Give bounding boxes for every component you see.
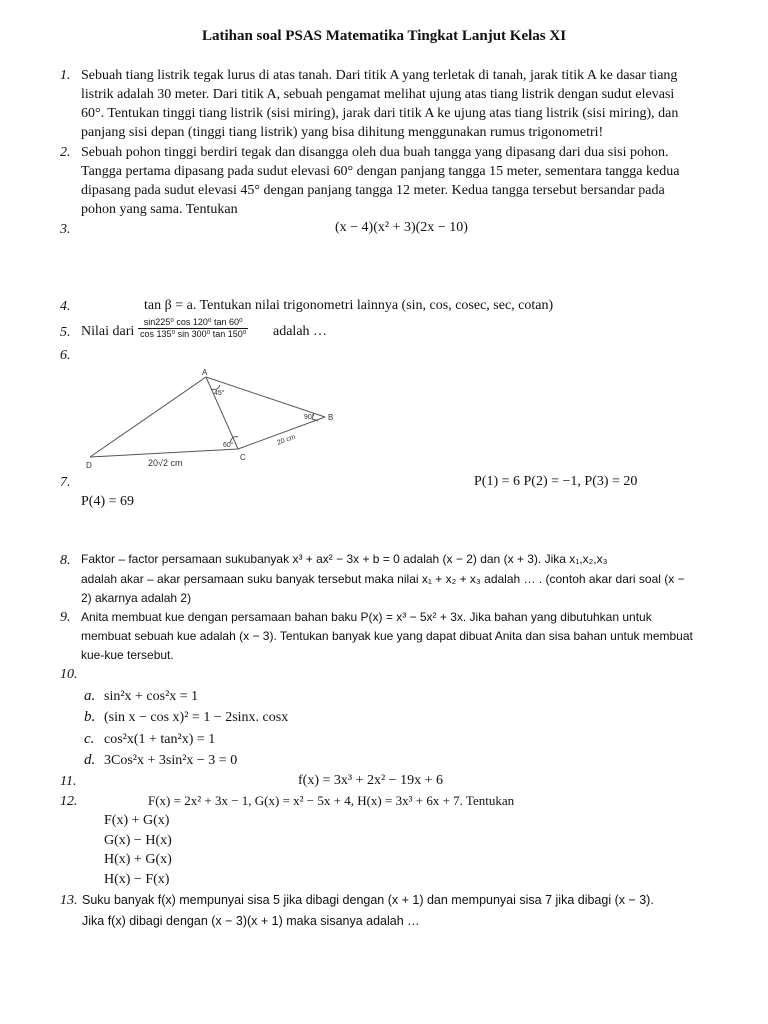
q2-line-3: dipasang pada sudut elevasi 45° dengan panjang tangga 12 meter. Kedua tangga tersebut bersandar pada: [81, 183, 665, 198]
q6-triangle-figure: [80, 365, 350, 475]
q1-line-2: listrik adalah 30 meter. Dari titik A, sebuah pengamat melihat ujung atas tiang listrik dengan sudut elevasi: [81, 87, 675, 102]
q10-item-d: 3Cos²x + 3sin²x − 3 = 0: [104, 753, 238, 768]
angle-label-b: 90°: [304, 414, 315, 421]
q8-line-2: adalah akar – akar persamaan suku banyak tersebut maka nilai x₁ + x₂ + x₃ adalah … . (contoh akar dari soal (x −: [81, 572, 685, 586]
q12-number: 12.: [60, 794, 78, 809]
q12-item-4: H(x) − F(x): [104, 872, 170, 887]
label-c: C: [240, 453, 246, 462]
segment-ac: [206, 377, 238, 449]
q5-numerator: sin225⁰ cos 120⁰ tan 60⁰: [138, 317, 248, 329]
q2-line-2: Tangga pertama dipasang pada sudut elevasi 60° dengan panjang tangga 15 meter, sementara tangga kedua: [81, 164, 680, 179]
q9-line-1: Anita membuat kue dengan persamaan bahan baku P(x) = x³ − 5x² + 3x. Jika bahan yang dibutuhkan untuk: [81, 610, 652, 624]
q13-line-2: Jika f(x) dibagi dengan (x − 3)(x + 1) maka sisanya adalah …: [82, 914, 420, 928]
q7-value-p4: P(4) = 69: [81, 494, 135, 509]
q5-number: 5.: [60, 325, 71, 340]
q4-number: 4.: [60, 299, 71, 314]
q13-line-1: Suku banyak f(x) mempunyai sisa 5 jika dibagi dengan (x + 1) dan mempunyai sisa 7 jika dibagi (x − 3).: [82, 893, 654, 907]
q9-line-3: kue-kue tersebut.: [81, 648, 174, 662]
q2-line-4: pohon yang sama. Tentukan: [81, 202, 238, 217]
q12-item-2: G(x) − H(x): [104, 833, 172, 848]
q1-number: 1.: [60, 68, 71, 83]
q9-line-2: membuat sebuah kue adalah (x − 3). Tentukan banyak kue yang dapat dibuat Anita dan sisa bahan untuk membuat: [81, 629, 693, 643]
q8-number: 8.: [60, 553, 71, 568]
q5-fraction: [138, 317, 248, 340]
q10-item-d-letter: d.: [84, 752, 96, 768]
segment-dc: [90, 449, 238, 457]
q10-item-a: sin²x + cos²x = 1: [104, 689, 199, 704]
side-label-dc: 20√2 cm: [148, 458, 183, 468]
label-d: D: [86, 461, 92, 470]
q10-item-a-letter: a.: [84, 688, 96, 704]
q2-number: 2.: [60, 145, 71, 160]
q12-item-3: H(x) + G(x): [104, 852, 172, 867]
q6-number: 6.: [60, 348, 71, 363]
q1-line-1: Sebuah tiang listrik tegak lurus di atas tanah. Dari titik A yang terletak di tanah, jarak titik A ke dasar tiang: [81, 68, 678, 83]
q12-expression: F(x) = 2x² + 3x − 1, G(x) = x² − 5x + 4, H(x) = 3x³ + 6x + 7. Tentukan: [148, 793, 515, 808]
q11-number: 11.: [60, 774, 77, 789]
label-b: B: [328, 413, 334, 422]
q10-item-c-letter: c.: [84, 731, 95, 747]
q10-number: 10.: [60, 667, 78, 682]
q10-item-b-letter: b.: [84, 709, 96, 725]
q10-item-b: (sin x − cos x)² = 1 − 2sinx. cosx: [104, 710, 289, 725]
angle-label-a: 45°: [214, 390, 225, 397]
q5-prefix: Nilai dari: [81, 324, 135, 339]
q13-number: 13.: [60, 893, 78, 908]
q8-line-3: 2) akarnya adalah 2): [81, 591, 192, 605]
q2-line-1: Sebuah pohon tinggi berdiri tegak dan disangga oleh dua buah tangga yang dipasang dari dua sisi pohon.: [81, 145, 669, 160]
q5-suffix: adalah …: [273, 324, 328, 339]
q1-line-4: panjang sisi depan (tinggi tiang listrik) yang bisa dihitung menggunakan rumus trigonometri!: [81, 125, 604, 140]
q8-line-1: Faktor – factor persamaan sukubanyak x³ + ax² − 3x + b = 0 adalah (x − 2) dan (x + 3). Jika x₁,x₂,x₃: [81, 552, 608, 566]
segment-da: [90, 377, 206, 457]
side-label-bc: 20 cm: [276, 433, 297, 447]
segment-ab: [206, 377, 325, 417]
q3-number: 3.: [60, 222, 71, 237]
q12-item-1: F(x) + G(x): [104, 813, 170, 828]
angle-label-c: 60°: [223, 442, 234, 449]
q3-expression: (x − 4)(x² + 3)(2x − 10): [335, 220, 468, 235]
q1-line-3: 60°. Tentukan tinggi tiang listrik (sisi miring), jarak dari titik A ke ujung atas tiang listrik (sisi miring), dan: [81, 106, 679, 121]
q7-number: 7.: [60, 475, 71, 490]
q7-values: P(1) = 6 P(2) = −1, P(3) = 20: [474, 474, 638, 489]
q10-item-c: cos²x(1 + tan²x) = 1: [104, 732, 216, 747]
q5-denominator: cos 135⁰ sin 300⁰ tan 150⁰: [140, 329, 247, 339]
q4-text: tan β = a. Tentukan nilai trigonometri lainnya (sin, cos, cosec, sec, cotan): [144, 298, 554, 313]
q9-number: 9.: [60, 610, 71, 625]
angle-arc-a: [211, 385, 220, 390]
label-a: A: [202, 368, 208, 377]
q11-expression: f(x) = 3x³ + 2x² − 19x + 6: [298, 773, 443, 788]
document-title: Latihan soal PSAS Matematika Tingkat Lanjut Kelas XI: [201, 28, 567, 44]
